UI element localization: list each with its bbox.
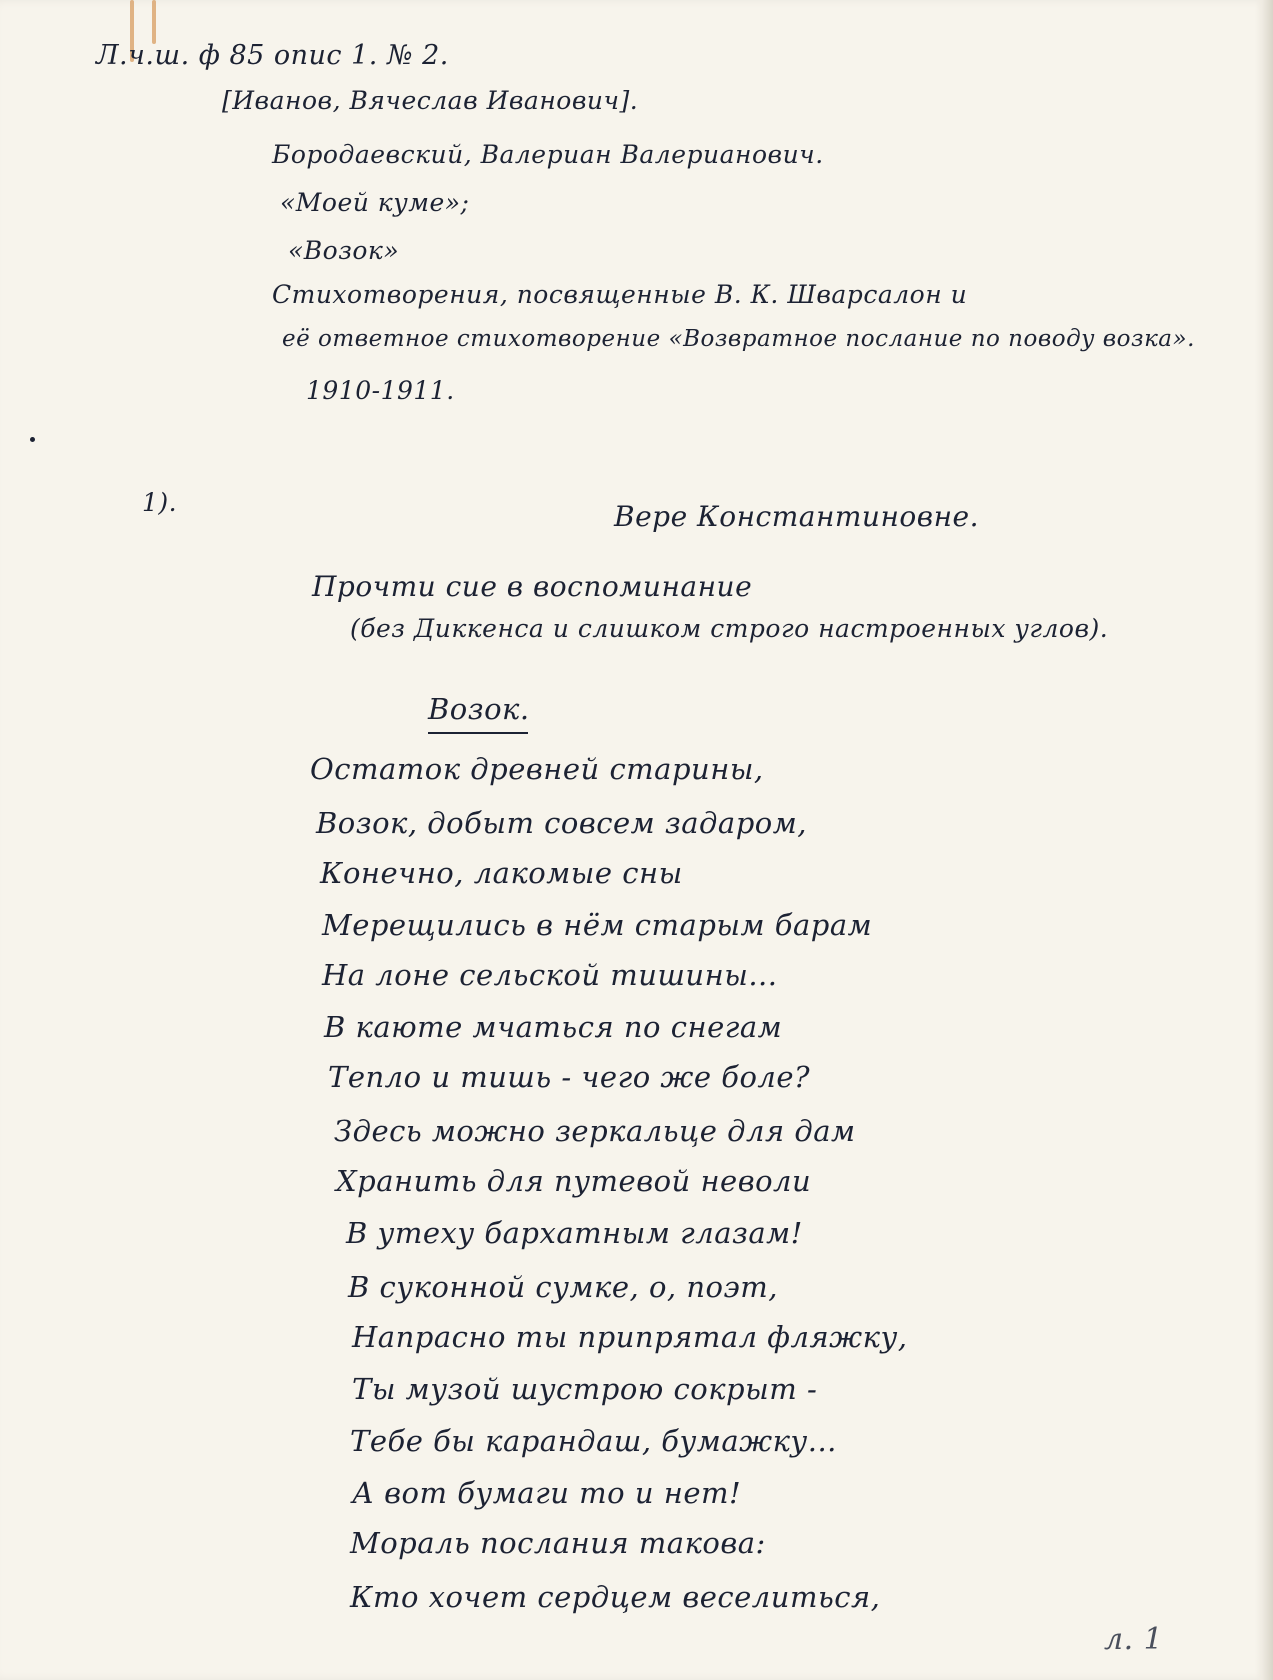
poem-line: Мерещились в нём старым барам: [322, 908, 873, 942]
intro-line-2: (без Диккенса и слишком строго настроенных углов).: [350, 614, 1109, 643]
poem-line: Ты музой шустрою сокрыт -: [352, 1372, 818, 1406]
poem-line: В утеху бархатным глазам!: [346, 1216, 803, 1250]
dedication: Вере Константиновне.: [614, 500, 979, 533]
poem-line: Кто хочет сердцем веселиться,: [350, 1580, 881, 1614]
poem-line: Остаток древней старины,: [310, 752, 764, 786]
poem-line: На лоне сельской тишины...: [322, 958, 778, 992]
poem-line: Тепло и тишь - чего же боле?: [328, 1060, 811, 1094]
poem-line: Мораль послания такова:: [350, 1526, 766, 1560]
page-edge-shadow: [1255, 0, 1273, 1680]
poem-line: Здесь можно зеркальце для дам: [334, 1114, 856, 1148]
section-number: 1).: [142, 488, 178, 517]
work-title-1: «Моей куме»;: [280, 188, 470, 217]
poem-line: Конечно, лакомые сны: [320, 856, 683, 890]
poem-line: В суконной сумке, о, поэт,: [348, 1270, 778, 1304]
poem-line: Тебе бы карандаш, бумажку...: [350, 1424, 837, 1458]
poem-line: Напрасно ты припрятал фляжку,: [352, 1320, 908, 1354]
poem-title: Возок.: [428, 692, 530, 726]
poem-title-underline: [428, 732, 528, 734]
poem-line: Хранить для путевой неволи: [336, 1164, 812, 1198]
author-name: Бородаевский, Валериан Валерианович.: [272, 140, 824, 169]
poem-line: В каюте мчаться по снегам: [324, 1010, 783, 1044]
intro-line-1: Прочти сие в воспоминание: [312, 570, 753, 603]
description-line-1: Стихотворения, посвященные В. К. Шварсалон и: [272, 280, 968, 309]
poem-line: А вот бумаги то и нет!: [352, 1476, 742, 1510]
work-title-2: «Возок»: [288, 236, 400, 265]
poem-line: Возок, добыт совсем задаром,: [316, 806, 807, 840]
archive-reference: Л.ч.ш. ф 85 опис 1. № 2.: [96, 40, 449, 71]
description-line-2: её ответное стихотворение «Возвратное послание по поводу возка».: [282, 326, 1195, 352]
date-range: 1910-1911.: [306, 376, 455, 405]
author-bracket: [Иванов, Вячеслав Иванович].: [222, 86, 639, 115]
ink-dot: [30, 437, 35, 442]
folio-number: л. 1: [1104, 1622, 1164, 1657]
staple-mark-right: [152, 0, 156, 44]
